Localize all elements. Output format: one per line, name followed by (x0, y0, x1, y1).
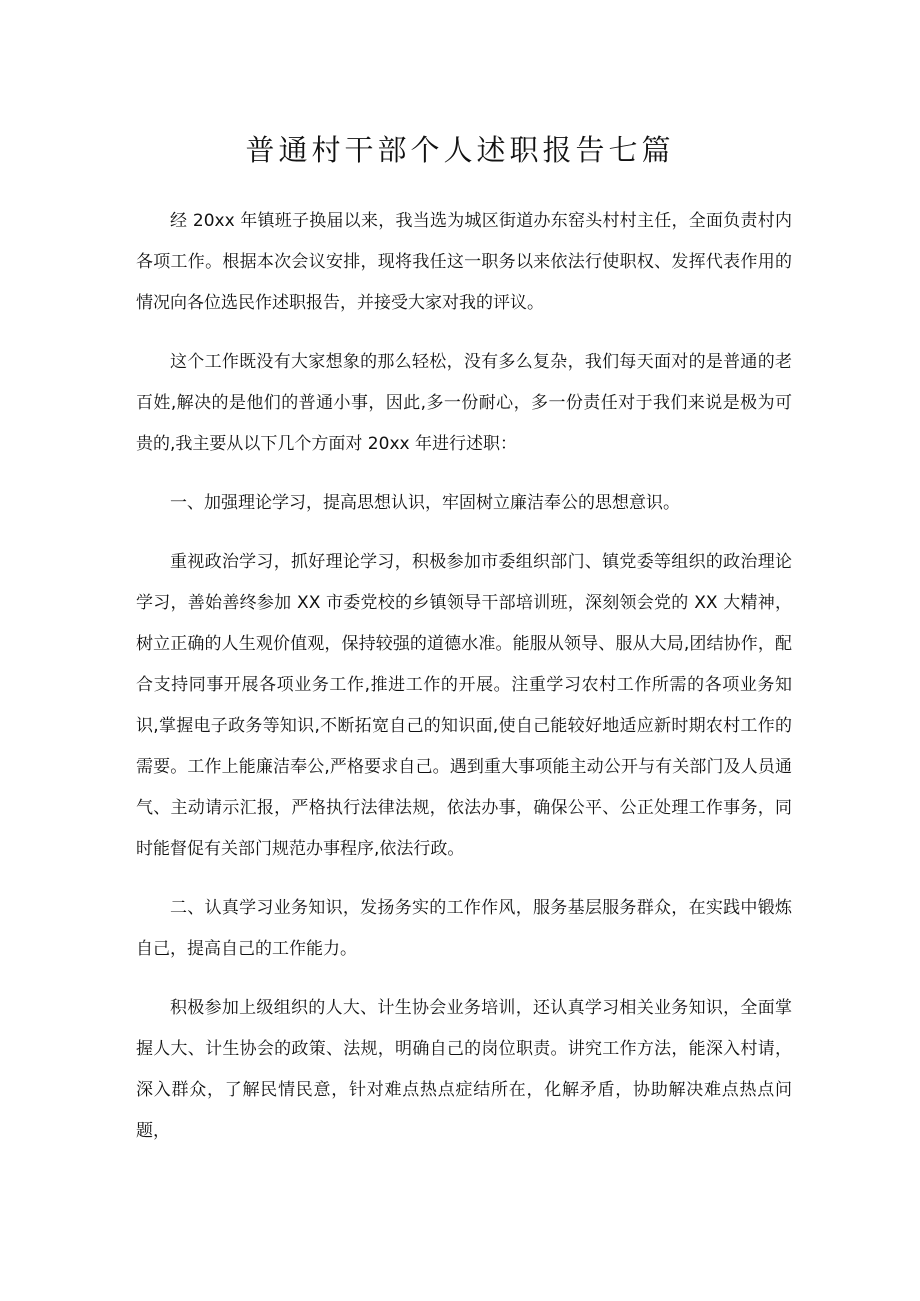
paragraph-overview: 这个工作既没有大家想象的那么轻松，没有多么复杂，我们每天面对的是普通的老百姓,解决的是他们的普通小事，因此,多一份耐心，多一份责任对于我们来说是极为可贵的,我主要从以下几个方面对 20xx 年进行述职： (136, 352, 792, 454)
paragraph-section-2: 积极参加上级组织的人大、计生协会业务培训，还认真学习相关业务知识，全面掌握人大、计生协会的政策、法规，明确自己的岗位职责。讲究工作方法，能深入村请，深入群众，了解民情民意，针对难点热点症结所在，化解矛盾，协助解决难点热点问题， (136, 998, 792, 1141)
section-heading-2: 二、认真学习业务知识，发扬务实的工作作风，服务基层服务群众，在实践中锻炼自己，提高自己的工作能力。 (136, 898, 792, 959)
paragraph-intro: 经 20xx 年镇班子换届以来，我当选为城区街道办东窑头村村主任，全面负责村内各项工作。根据本次会议安排，现将我任这一职务以来依法行使职权、发挥代表作用的情况向各位选民作述职报告，并接受大家对我的评议。 (136, 211, 792, 313)
section-heading-1: 一、加强理论学习，提高思想认识，牢固树立廉洁奉公的思想意识。 (170, 493, 680, 513)
document-body (136, 201, 792, 1170)
document-title: 普通村干部个人述职报告七篇 (245, 133, 675, 167)
paragraph-section-1: 重视政治学习，抓好理论学习，积极参加市委组织部门、镇党委等组织的政治理论学习，善始善终参加 XX 市委党校的乡镇领导干部培训班，深刻领会党的 XX 大精神，树立正确的人生观价值观，保持较强的道德水准。能服从领导、服从大局,团结协作，配合支持同事开展各项业务工作,推进工作的开展。注重学习农村工作所需的各项业务知识,掌握电子政务等知识,不断拓宽自己的知识面,使自己能较好地适应新时期农村工作的需要。工作上能廉洁奉公,严格要求自己。遇到重大事项能主动公开与有关部门及人员通气、主动请示汇报，严格执行法律法规，依法办事，确保公平、公正处理工作事务，同时能督促有关部门规范办事程序,依法行政。 (136, 552, 792, 859)
